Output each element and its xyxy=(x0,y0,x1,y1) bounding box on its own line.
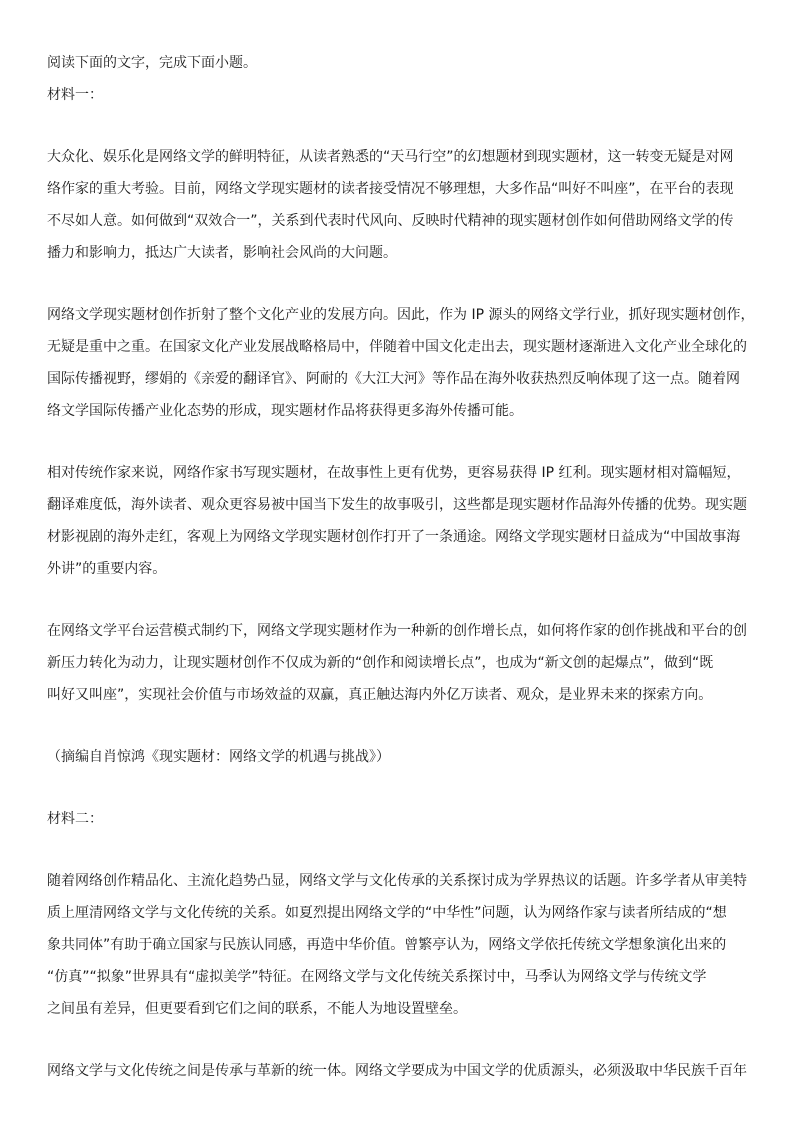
paragraph-line: 外讲”的重要内容。 xyxy=(47,561,167,577)
paragraph-line: 国际传播视野，缪娟的《亲爱的翻译官》、阿耐的《大江大河》等作品在海外收获热烈反响体现了这一点。随着网 xyxy=(47,371,740,387)
paragraph-line: 大众化、娱乐化是网络文学的鲜明特征，从读者熟悉的“天马行空”的幻想题材到现实题材，这一转变无疑是对网 xyxy=(47,149,734,165)
paragraph-line: 象共同体”有助于确立国家与民族认同感，再造中华价值。曾繁亭认为，网络文学依托传统文学想象演化出来的 xyxy=(47,937,727,953)
paragraph-line: 新压力转化为动力，让现实题材创作不仅成为新的“创作和阅读增长点”，也成为“新文创的起爆点”，做到“既 xyxy=(47,655,714,671)
paragraph-line: 不尽如人意。如何做到“双效合一”，关系到代表时代风向、反映时代精神的现实题材创作如何借助网络文学的传 xyxy=(47,213,734,229)
paragraph-line: 质上厘清网络文学与文化传统的关系。如夏烈提出网络文学的“中华性”问题，认为网络作家与读者所结成的“想 xyxy=(47,905,727,921)
paragraph-line: 络文学国际传播产业化态势的形成，现实题材作品将获得更多海外传播可能。 xyxy=(47,403,523,419)
paragraph-line: 叫好又叫座”，实现社会价值与市场效益的双赢，真正触达海内外亿万读者、观众，是业界未来的探索方向。 xyxy=(47,687,713,703)
paragraph-line: 材影视剧的海外走红，客观上为网络文学现实题材创作打开了一条通途。网络文学现实题材日益成为“中国故事海 xyxy=(47,529,741,545)
instruction-text: 阅读下面的文字，完成下面小题。 xyxy=(47,55,257,71)
paragraph-line: 无疑是重中之重。在国家文化产业发展战略格局中，伴随着中国文化走出去，现实题材逐渐进入文化产业全球化的 xyxy=(47,339,747,355)
paragraph-line: 网络文学现实题材创作折射了整个文化产业的发展方向。因此，作为 IP 源头的网络文学行业，抓好现实题材创作， xyxy=(47,307,755,323)
paragraph-line: 随着网络创作精品化、主流化趋势凸显，网络文学与文化传承的关系探讨成为学界热议的话题。许多学者从审美特 xyxy=(47,873,747,889)
paragraph-line: 之间虽有差异，但更要看到它们之间的联系，不能人为地设置壁垒。 xyxy=(47,1001,467,1017)
paragraph-line: 网络文学与文化传统之间是传承与革新的统一体。网络文学要成为中国文学的优质源头，必须汲取中华民族千百年 xyxy=(47,1063,747,1079)
paragraph-line: 翻译难度低，海外读者、观众更容易被中国当下发生的故事吸引，这些都是现实题材作品海外传播的优势。现实题 xyxy=(47,497,747,513)
material-two-label: 材料二： xyxy=(47,811,103,827)
source-citation: （摘编自肖惊鸿《现实题材：网络文学的机遇与挑战》） xyxy=(47,749,390,765)
material-one-label: 材料一： xyxy=(47,87,103,103)
paragraph-line: 络作家的重大考验。目前，网络文学现实题材的读者接受情况不够理想，大多作品“叫好不叫座”，在平台的表现 xyxy=(47,181,734,197)
paragraph-line: 在网络文学平台运营模式制约下，网络文学现实题材作为一种新的创作增长点，如何将作家的创作挑战和平台的创 xyxy=(47,623,747,639)
paragraph-line: “仿真”“拟象”世界具有“虚拟美学”特征。在网络文学与文化传统关系探讨中，马季认为网络文学与传统文学 xyxy=(47,969,707,985)
paragraph-line: 相对传统作家来说，网络作家书写现实题材，在故事性上更有优势，更容易获得 IP 红利。现实题材相对篇幅短， xyxy=(47,465,741,481)
paragraph-line: 播力和影响力，抵达广大读者，影响社会风尚的大问题。 xyxy=(47,245,397,261)
